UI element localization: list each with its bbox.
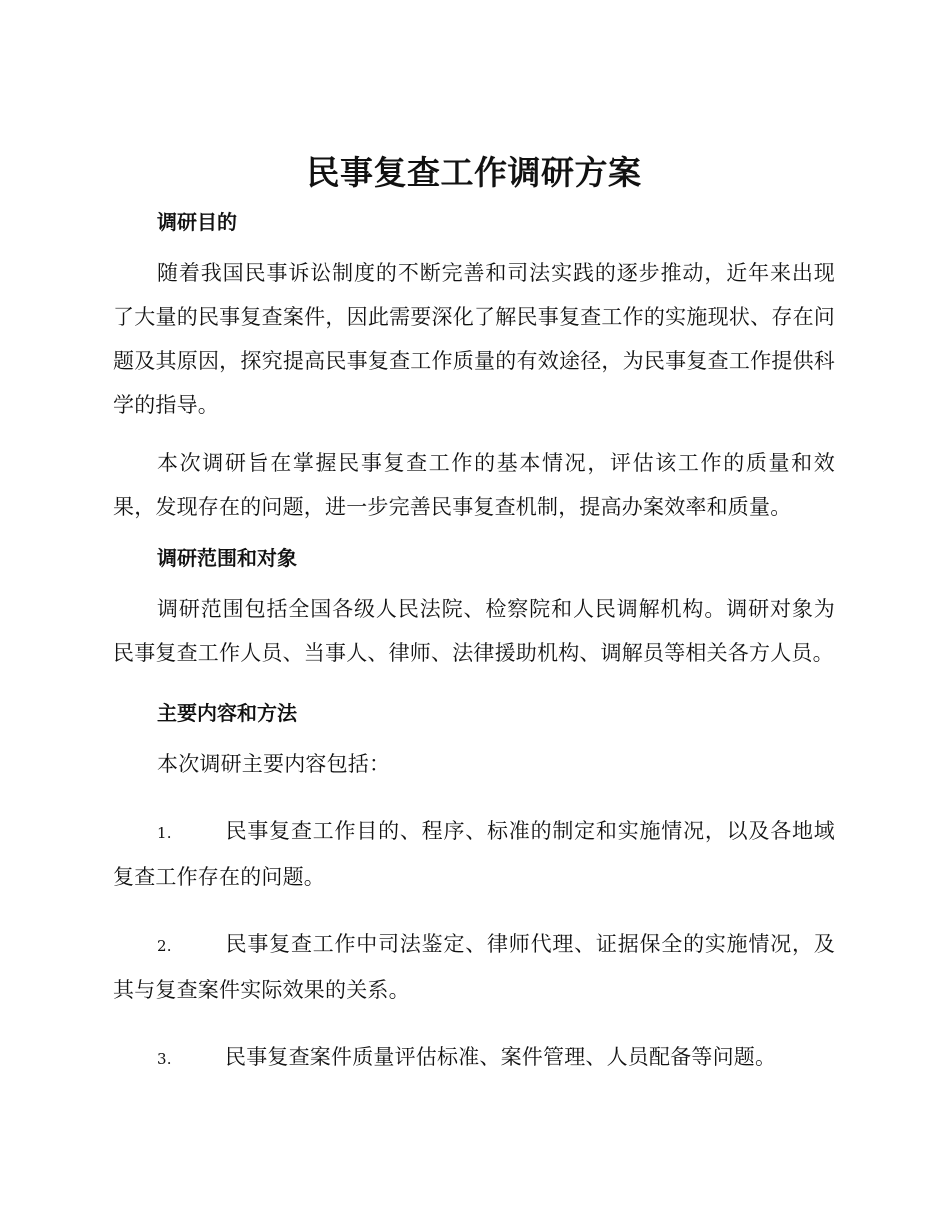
section-heading-purpose: 调研目的 xyxy=(157,210,237,234)
list-text: 民事复查案件质量评估标准、案件管理、人员配备等问题。 xyxy=(225,1045,777,1069)
document-title: 民事复查工作调研方案 xyxy=(306,153,642,192)
paragraph: 调研范围包括全国各级人民法院、检察院和人民调解机构。调研对象为民事复查工作人员、当事人、律师、法律援助机构、调解员等相关各方人员。 xyxy=(113,597,835,665)
list-item xyxy=(113,1035,835,1081)
list-item xyxy=(113,809,835,899)
paragraph: 本次调研主要内容包括： xyxy=(157,752,391,776)
section-heading-scope: 调研范围和对象 xyxy=(157,546,297,570)
list-text: 民事复查工作目的、程序、标准的制定和实施情况，以及各地域复查工作存在的问题。 xyxy=(113,819,835,889)
section-heading-content-methods: 主要内容和方法 xyxy=(157,701,297,725)
document-body xyxy=(113,148,835,1081)
list-number: 2. xyxy=(157,937,172,955)
list-item xyxy=(113,922,835,1012)
list-text: 民事复查工作中司法鉴定、律师代理、证据保全的实施情况，及其与复查案件实际效果的关系。 xyxy=(113,932,835,1002)
list-number: 1. xyxy=(157,824,172,842)
paragraph: 本次调研旨在掌握民事复查工作的基本情况，评估该工作的质量和效果，发现存在的问题，进一步完善民事复查机制，提高办案效率和质量。 xyxy=(113,451,835,519)
list-number: 3. xyxy=(157,1050,172,1068)
paragraph: 随着我国民事诉讼制度的不断完善和司法实践的逐步推动，近年来出现了大量的民事复查案件，因此需要深化了解民事复查工作的实施现状、存在问题及其原因，探究提高民事复查工作质量的有效途径，为民事复查工作提供科学的指导。 xyxy=(113,261,835,417)
